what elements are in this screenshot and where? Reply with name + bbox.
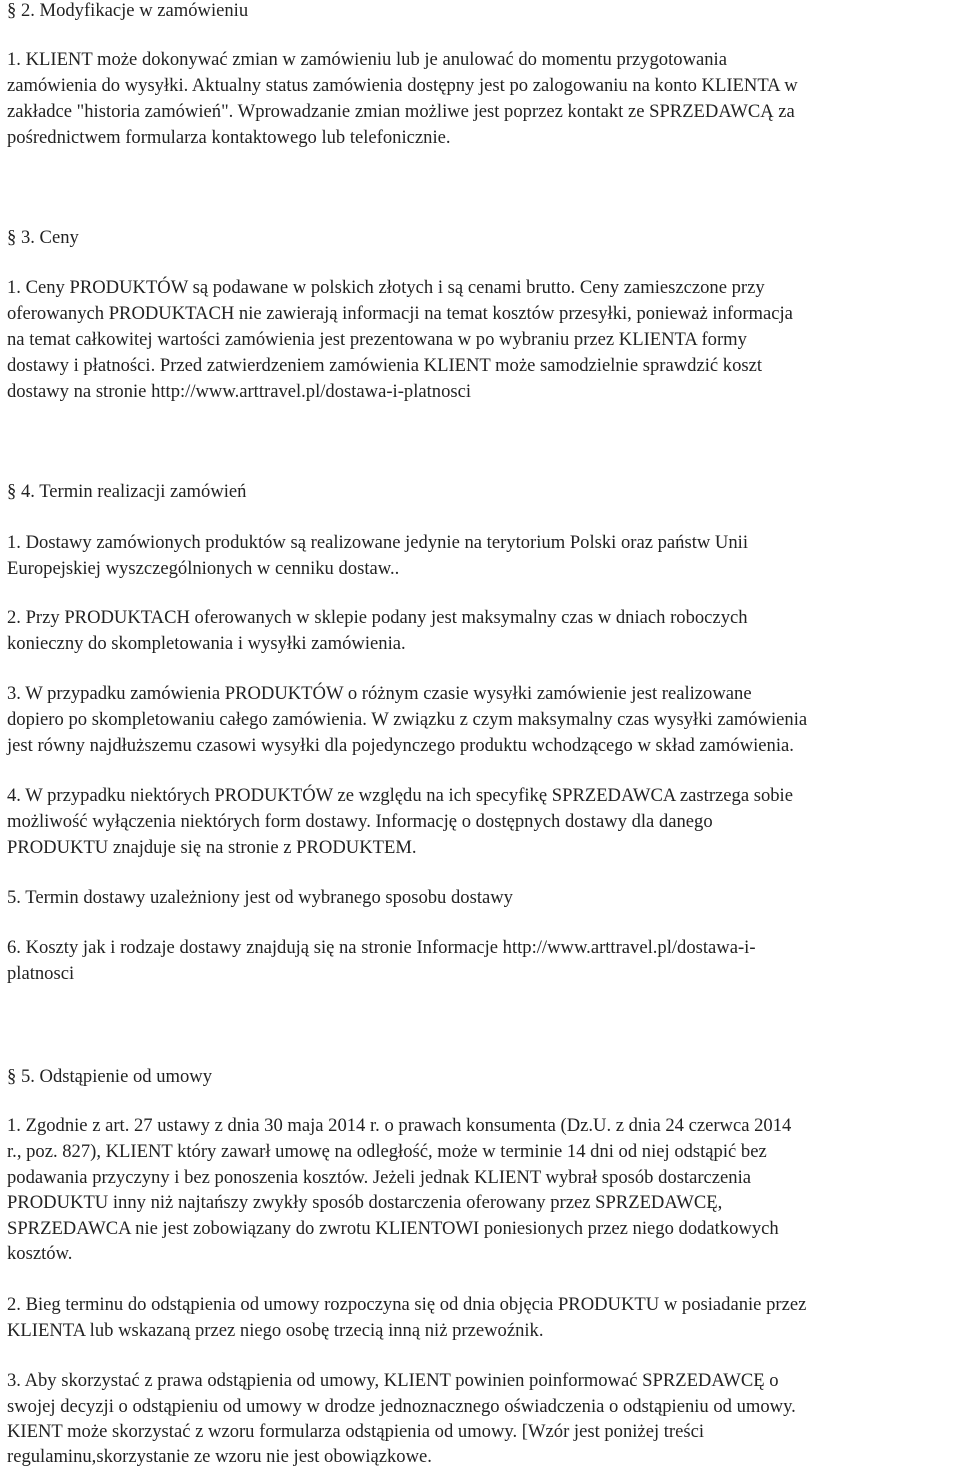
text-line: Europejskiej wyszczególnionych w cenniku dostaw.. [7, 558, 400, 579]
text-line: zamówienia do wysyłki. Aktualny status zamówienia dostępny jest po zalogowaniu na konto KLIENTA w [7, 75, 798, 96]
text-line: kosztów. [7, 1243, 73, 1264]
text-line: dostawy i płatności. Przed zatwierdzeniem zamówienia KLIENT może samodzielnie sprawdzić koszt [7, 355, 763, 376]
text-line: 5. Termin dostawy uzależniony jest od wybranego sposobu dostawy [7, 887, 513, 908]
section-heading: § 2. Modyfikacje w zamówieniu [7, 0, 249, 21]
text-line: podawania przyczyny i bez ponoszenia kosztów. Jeżeli jednak KLIENT wybrał sposób dostarczenia [7, 1167, 752, 1188]
section-heading: § 4. Termin realizacji zamówień [7, 481, 247, 502]
text-line: SPRZEDAWCA nie jest zobowiązany do zwrotu KLIENTOWI poniesionych przez niego dodatkowych [7, 1218, 779, 1239]
text-line: 1. KLIENT może dokonywać zmian w zamówieniu lub je anulować do momentu przygotowania [7, 49, 727, 70]
text-line: 3. W przypadku zamówienia PRODUKTÓW o różnym czasie wysyłki zamówienie jest realizowane [7, 683, 752, 704]
text-line: dostawy na stronie http://www.arttravel.pl/dostawa-i-platnosci [7, 381, 472, 402]
text-line: 1. Dostawy zamówionych produktów są realizowane jedynie na terytorium Polski oraz państw Unii [7, 532, 748, 553]
text-line: jest równy najdłuższemu czasowi wysyłki dla pojedynczego produktu wchodzącego w skład zamówienia. [7, 735, 794, 756]
text-line: 4. W przypadku niektórych PRODUKTÓW ze względu na ich specyfikę SPRZEDAWCA zastrzega sobie [7, 785, 793, 806]
text-line: dopiero po skompletowaniu całego zamówienia. W związku z czym maksymalny czas wysyłki zamówienia [7, 709, 808, 730]
text-line: KLIENTA lub wskazaną przez niego osobę trzecią inną niż przewoźnik. [7, 1320, 544, 1341]
section-heading: § 5. Odstąpienie od umowy [7, 1066, 213, 1087]
text-line: pośrednictwem formularza kontaktowego lub telefonicznie. [7, 127, 451, 148]
text-line: PRODUKTU znajduje się na stronie z PRODUKTEM. [7, 837, 417, 858]
text-line: na temat całkowitej wartości zamówienia jest prezentowana w po wybraniu przez KLIENTA formy [7, 329, 747, 350]
text-line: r., poz. 827), KLIENT który zawarł umowę na odległość, może w terminie 14 dni od niej odstąpić bez [7, 1141, 767, 1162]
text-line: 3. Aby skorzystać z prawa odstąpienia od umowy, KLIENT powinien poinformować SPRZEDAWCĘ o [7, 1370, 779, 1391]
text-line: 2. Bieg terminu do odstąpienia od umowy rozpoczyna się od dnia objęcia PRODUKTU w posiadanie przez [7, 1294, 807, 1315]
text-line: 1. Zgodnie z art. 27 ustawy z dnia 30 maja 2014 r. o prawach konsumenta (Dz.U. z dnia 24 czerwca 2014 [7, 1115, 792, 1136]
text-line: KIENT może skorzystać z wzoru formularza odstąpienia od umowy. [Wzór jest poniżej treści [7, 1421, 705, 1442]
text-line: konieczny do skompletowania i wysyłki zamówienia. [7, 633, 406, 654]
text-line: 1. Ceny PRODUKTÓW są podawane w polskich złotych i są cenami brutto. Ceny zamieszczone przy [7, 277, 765, 298]
text-line: PRODUKTU inny niż najtańszy zwykły sposób dostarczenia oferowany przez SPRZEDAWCĘ, [7, 1192, 723, 1213]
text-line: oferowanych PRODUKTACH nie zawierają informacji na temat kosztów przesyłki, ponieważ informacja [7, 303, 793, 324]
text-line: regulaminu,skorzystanie ze wzoru nie jest obowiązkowe. [7, 1446, 432, 1467]
text-line: swojej decyzji o odstąpieniu od umowy w drodze jednoznacznego oświadczenia o odstąpieniu od umowy. [7, 1396, 796, 1417]
section-heading: § 3. Ceny [7, 227, 79, 248]
text-line: platnosci [7, 963, 75, 984]
text-line: 2. Przy PRODUKTACH oferowanych w sklepie podany jest maksymalny czas w dniach roboczych [7, 607, 748, 628]
text-line: zakładce "historia zamówień". Wprowadzanie zmian możliwe jest poprzez kontakt ze SPRZEDAWCĄ za [7, 101, 795, 122]
text-line: 6. Koszty jak i rodzaje dostawy znajdują się na stronie Informacje http://www.arttravel.pl/dostawa-i- [7, 937, 756, 958]
text-line: możliwość wyłączenia niektórych form dostawy. Informację o dostępnych dostawy dla danego [7, 811, 713, 832]
